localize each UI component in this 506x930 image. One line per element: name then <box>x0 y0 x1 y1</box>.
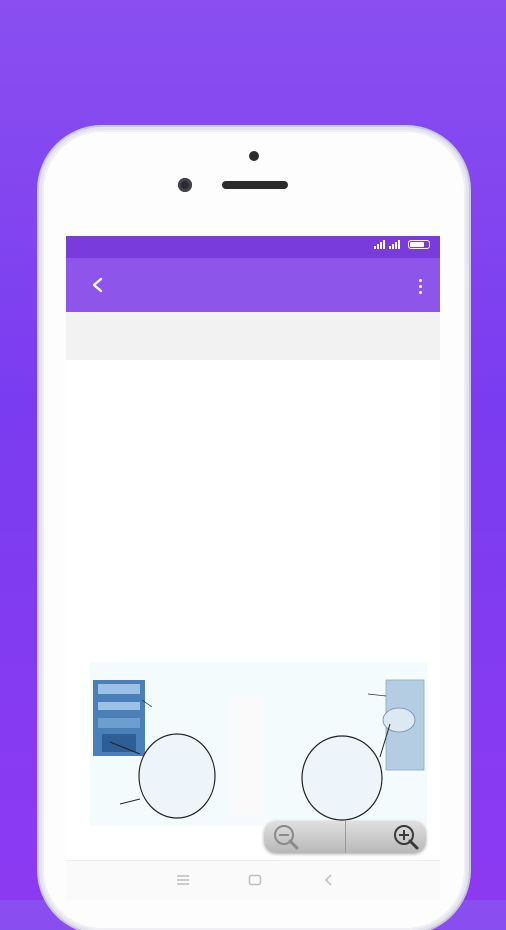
front-camera <box>178 178 192 192</box>
proximity-sensor <box>249 151 259 161</box>
arrow-back-icon <box>91 277 105 293</box>
overflow-menu-icon <box>419 291 422 294</box>
home-icon <box>248 873 262 887</box>
zoom-out-icon <box>264 821 344 853</box>
zoom-control <box>264 821 426 853</box>
nav-back-button[interactable] <box>322 872 336 891</box>
zoom-in-icon <box>346 821 426 853</box>
recents-button[interactable] <box>176 872 190 891</box>
overflow-menu-icon <box>419 279 422 282</box>
eyepiece-lens <box>98 702 140 710</box>
battery-icon <box>408 240 430 249</box>
earpiece-speaker <box>222 181 288 189</box>
overlap-scale <box>230 697 264 815</box>
zoom-out-button[interactable] <box>264 821 345 853</box>
nav-back-icon <box>322 873 336 887</box>
overflow-menu-button[interactable] <box>410 273 430 299</box>
zoom-in-button[interactable] <box>345 821 427 853</box>
reticle-view <box>139 734 215 818</box>
app-bar <box>66 258 440 312</box>
slide-specimen <box>383 708 415 732</box>
diagram-svg <box>90 662 427 826</box>
eyepiece-base <box>102 734 136 752</box>
system-nav-bar <box>66 860 440 900</box>
ad-banner-area <box>66 312 440 360</box>
eyepiece-lens <box>98 684 140 694</box>
signal-icon <box>389 240 400 249</box>
stage-micrometer-view <box>302 736 382 820</box>
recents-icon <box>176 873 190 887</box>
status-bar <box>66 236 440 258</box>
phone-screen <box>66 236 440 900</box>
micrometer-diagram[interactable] <box>90 662 427 826</box>
overflow-menu-icon <box>419 285 422 288</box>
back-button[interactable] <box>84 271 112 299</box>
home-button[interactable] <box>248 872 262 891</box>
eyepiece-lens <box>98 718 140 728</box>
signal-icon <box>374 240 385 249</box>
